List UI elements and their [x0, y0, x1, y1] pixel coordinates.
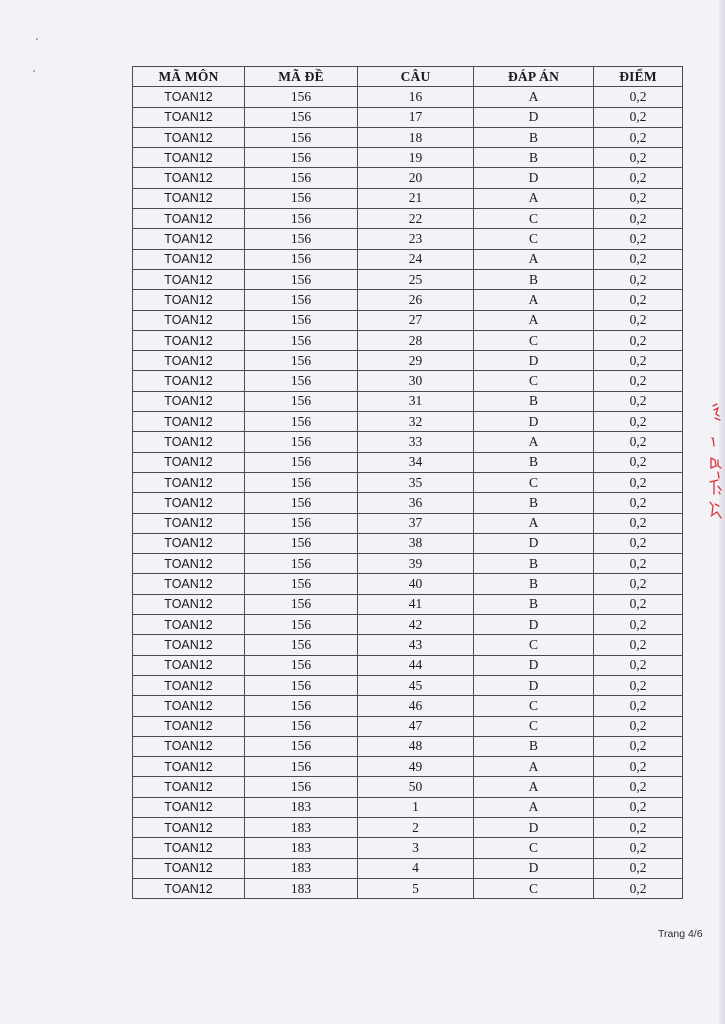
- cell-answer: B: [474, 148, 594, 168]
- cell-subject-code: TOAN12: [133, 797, 245, 817]
- cell-exam-code: 156: [245, 777, 358, 797]
- cell-answer: A: [474, 513, 594, 533]
- cell-score: 0,2: [594, 127, 683, 147]
- cell-subject-code: TOAN12: [133, 858, 245, 878]
- cell-subject-code: TOAN12: [133, 351, 245, 371]
- table-row: [133, 878, 683, 898]
- table-row: [133, 412, 683, 432]
- cell-subject-code: TOAN12: [133, 188, 245, 208]
- cell-question-number: 31: [358, 391, 474, 411]
- cell-score: 0,2: [594, 148, 683, 168]
- cell-answer: A: [474, 797, 594, 817]
- cell-question-number: 3: [358, 838, 474, 858]
- cell-subject-code: TOAN12: [133, 452, 245, 472]
- cell-question-number: 20: [358, 168, 474, 188]
- cell-score: 0,2: [594, 817, 683, 837]
- cell-score: 0,2: [594, 432, 683, 452]
- cell-subject-code: TOAN12: [133, 391, 245, 411]
- cell-answer: B: [474, 554, 594, 574]
- table-row: [133, 655, 683, 675]
- cell-score: 0,2: [594, 472, 683, 492]
- cell-question-number: 25: [358, 269, 474, 289]
- table-row: [133, 148, 683, 168]
- table-row: [133, 838, 683, 858]
- cell-score: 0,2: [594, 655, 683, 675]
- table-row: [133, 777, 683, 797]
- cell-answer: C: [474, 330, 594, 350]
- cell-subject-code: TOAN12: [133, 209, 245, 229]
- scan-speck: [36, 38, 38, 40]
- cell-score: 0,2: [594, 168, 683, 188]
- cell-score: 0,2: [594, 838, 683, 858]
- cell-subject-code: TOAN12: [133, 87, 245, 107]
- cell-question-number: 42: [358, 615, 474, 635]
- cell-exam-code: 156: [245, 716, 358, 736]
- cell-question-number: 40: [358, 574, 474, 594]
- header-subject-code: MÃ MÔN: [133, 67, 245, 87]
- cell-question-number: 34: [358, 452, 474, 472]
- cell-subject-code: TOAN12: [133, 229, 245, 249]
- cell-answer: A: [474, 310, 594, 330]
- cell-exam-code: 156: [245, 249, 358, 269]
- cell-score: 0,2: [594, 878, 683, 898]
- cell-score: 0,2: [594, 351, 683, 371]
- cell-exam-code: 156: [245, 554, 358, 574]
- cell-answer: A: [474, 432, 594, 452]
- cell-exam-code: 156: [245, 736, 358, 756]
- cell-answer: B: [474, 452, 594, 472]
- cell-exam-code: 156: [245, 452, 358, 472]
- table-row: [133, 209, 683, 229]
- table-row: [133, 797, 683, 817]
- cell-subject-code: TOAN12: [133, 168, 245, 188]
- cell-subject-code: TOAN12: [133, 513, 245, 533]
- cell-score: 0,2: [594, 513, 683, 533]
- cell-score: 0,2: [594, 229, 683, 249]
- cell-exam-code: 156: [245, 351, 358, 371]
- cell-answer: B: [474, 594, 594, 614]
- cell-exam-code: 156: [245, 533, 358, 553]
- cell-score: 0,2: [594, 696, 683, 716]
- cell-question-number: 50: [358, 777, 474, 797]
- cell-score: 0,2: [594, 615, 683, 635]
- cell-subject-code: TOAN12: [133, 330, 245, 350]
- cell-question-number: 4: [358, 858, 474, 878]
- cell-score: 0,2: [594, 107, 683, 127]
- cell-question-number: 35: [358, 472, 474, 492]
- cell-score: 0,2: [594, 310, 683, 330]
- cell-question-number: 19: [358, 148, 474, 168]
- table-row: [133, 310, 683, 330]
- cell-subject-code: TOAN12: [133, 290, 245, 310]
- cell-subject-code: TOAN12: [133, 817, 245, 837]
- cell-answer: C: [474, 472, 594, 492]
- table-row: [133, 371, 683, 391]
- cell-subject-code: TOAN12: [133, 757, 245, 777]
- cell-score: 0,2: [594, 574, 683, 594]
- cell-subject-code: TOAN12: [133, 716, 245, 736]
- cell-question-number: 47: [358, 716, 474, 736]
- cell-score: 0,2: [594, 716, 683, 736]
- header-score: ĐIỂM: [594, 67, 683, 87]
- cell-question-number: 49: [358, 757, 474, 777]
- cell-answer: D: [474, 615, 594, 635]
- table-row: [133, 675, 683, 695]
- cell-exam-code: 156: [245, 635, 358, 655]
- cell-subject-code: TOAN12: [133, 371, 245, 391]
- cell-answer: C: [474, 838, 594, 858]
- cell-subject-code: TOAN12: [133, 736, 245, 756]
- cell-score: 0,2: [594, 797, 683, 817]
- table-row: [133, 107, 683, 127]
- table-row: [133, 615, 683, 635]
- cell-score: 0,2: [594, 452, 683, 472]
- table-body: [133, 87, 683, 899]
- cell-answer: B: [474, 736, 594, 756]
- cell-answer: D: [474, 107, 594, 127]
- cell-exam-code: 156: [245, 371, 358, 391]
- table-row: [133, 757, 683, 777]
- cell-score: 0,2: [594, 858, 683, 878]
- cell-exam-code: 156: [245, 269, 358, 289]
- cell-subject-code: TOAN12: [133, 675, 245, 695]
- table-row: [133, 87, 683, 107]
- cell-question-number: 45: [358, 675, 474, 695]
- cell-answer: C: [474, 209, 594, 229]
- cell-answer: A: [474, 777, 594, 797]
- cell-exam-code: 156: [245, 513, 358, 533]
- cell-question-number: 18: [358, 127, 474, 147]
- cell-subject-code: TOAN12: [133, 615, 245, 635]
- cell-score: 0,2: [594, 371, 683, 391]
- cell-question-number: 21: [358, 188, 474, 208]
- cell-answer: D: [474, 168, 594, 188]
- cell-question-number: 28: [358, 330, 474, 350]
- cell-answer: D: [474, 675, 594, 695]
- stamp-marks: [710, 404, 721, 518]
- table-row: [133, 127, 683, 147]
- cell-subject-code: TOAN12: [133, 838, 245, 858]
- cell-exam-code: 156: [245, 87, 358, 107]
- cell-score: 0,2: [594, 777, 683, 797]
- cell-exam-code: 156: [245, 574, 358, 594]
- cell-answer: C: [474, 635, 594, 655]
- cell-exam-code: 156: [245, 675, 358, 695]
- cell-exam-code: 183: [245, 838, 358, 858]
- cell-subject-code: TOAN12: [133, 777, 245, 797]
- table-row: [133, 330, 683, 350]
- table-row: [133, 351, 683, 371]
- cell-exam-code: 156: [245, 472, 358, 492]
- cell-subject-code: TOAN12: [133, 533, 245, 553]
- cell-exam-code: 156: [245, 188, 358, 208]
- header-question: CÂU: [358, 67, 474, 87]
- cell-answer: D: [474, 533, 594, 553]
- table-row: [133, 696, 683, 716]
- table-row: [133, 635, 683, 655]
- cell-subject-code: TOAN12: [133, 249, 245, 269]
- cell-subject-code: TOAN12: [133, 594, 245, 614]
- cell-score: 0,2: [594, 290, 683, 310]
- cell-question-number: 39: [358, 554, 474, 574]
- cell-score: 0,2: [594, 269, 683, 289]
- cell-subject-code: TOAN12: [133, 655, 245, 675]
- cell-answer: B: [474, 391, 594, 411]
- cell-question-number: 38: [358, 533, 474, 553]
- cell-subject-code: TOAN12: [133, 432, 245, 452]
- cell-question-number: 17: [358, 107, 474, 127]
- table-row: [133, 472, 683, 492]
- table-row: [133, 716, 683, 736]
- cell-score: 0,2: [594, 391, 683, 411]
- cell-subject-code: TOAN12: [133, 554, 245, 574]
- cell-question-number: 16: [358, 87, 474, 107]
- cell-answer: C: [474, 878, 594, 898]
- cell-question-number: 32: [358, 412, 474, 432]
- cell-score: 0,2: [594, 493, 683, 513]
- cell-question-number: 41: [358, 594, 474, 614]
- cell-answer: D: [474, 858, 594, 878]
- cell-question-number: 29: [358, 351, 474, 371]
- cell-subject-code: TOAN12: [133, 696, 245, 716]
- cell-score: 0,2: [594, 412, 683, 432]
- cell-question-number: 44: [358, 655, 474, 675]
- table-row: [133, 858, 683, 878]
- table-row: [133, 574, 683, 594]
- cell-answer: A: [474, 249, 594, 269]
- cell-subject-code: TOAN12: [133, 269, 245, 289]
- cell-subject-code: TOAN12: [133, 412, 245, 432]
- cell-exam-code: 156: [245, 615, 358, 635]
- cell-score: 0,2: [594, 757, 683, 777]
- cell-answer: C: [474, 696, 594, 716]
- cell-exam-code: 156: [245, 757, 358, 777]
- answer-key-table: [132, 66, 683, 899]
- header-exam-code: MÃ ĐỀ: [245, 67, 358, 87]
- cell-question-number: 5: [358, 878, 474, 898]
- cell-exam-code: 156: [245, 168, 358, 188]
- cell-answer: D: [474, 412, 594, 432]
- cell-question-number: 46: [358, 696, 474, 716]
- table-row: [133, 432, 683, 452]
- cell-subject-code: TOAN12: [133, 878, 245, 898]
- cell-answer: B: [474, 269, 594, 289]
- table-row: [133, 391, 683, 411]
- cell-exam-code: 156: [245, 696, 358, 716]
- cell-answer: D: [474, 351, 594, 371]
- cell-exam-code: 156: [245, 127, 358, 147]
- cell-score: 0,2: [594, 533, 683, 553]
- cell-subject-code: TOAN12: [133, 310, 245, 330]
- cell-exam-code: 156: [245, 209, 358, 229]
- cell-question-number: 24: [358, 249, 474, 269]
- cell-answer: D: [474, 655, 594, 675]
- cell-subject-code: TOAN12: [133, 127, 245, 147]
- cell-score: 0,2: [594, 554, 683, 574]
- cell-score: 0,2: [594, 188, 683, 208]
- cell-answer: A: [474, 757, 594, 777]
- cell-exam-code: 183: [245, 817, 358, 837]
- table-row: [133, 168, 683, 188]
- table-row: [133, 554, 683, 574]
- cell-answer: C: [474, 371, 594, 391]
- scan-speck: [33, 70, 35, 72]
- cell-question-number: 26: [358, 290, 474, 310]
- cell-score: 0,2: [594, 209, 683, 229]
- cell-exam-code: 156: [245, 655, 358, 675]
- table-row: [133, 817, 683, 837]
- cell-score: 0,2: [594, 675, 683, 695]
- cell-question-number: 30: [358, 371, 474, 391]
- table-row: [133, 249, 683, 269]
- cell-score: 0,2: [594, 635, 683, 655]
- cell-answer: A: [474, 188, 594, 208]
- cell-answer: C: [474, 716, 594, 736]
- cell-question-number: 37: [358, 513, 474, 533]
- cell-exam-code: 156: [245, 229, 358, 249]
- cell-exam-code: 156: [245, 412, 358, 432]
- cell-exam-code: 183: [245, 858, 358, 878]
- cell-score: 0,2: [594, 249, 683, 269]
- cell-score: 0,2: [594, 594, 683, 614]
- cell-answer: A: [474, 290, 594, 310]
- cell-exam-code: 156: [245, 432, 358, 452]
- table-row: [133, 736, 683, 756]
- cell-score: 0,2: [594, 330, 683, 350]
- table-row: [133, 513, 683, 533]
- cell-question-number: 36: [358, 493, 474, 513]
- cell-score: 0,2: [594, 87, 683, 107]
- table-row: [133, 493, 683, 513]
- table-row: [133, 594, 683, 614]
- table-row: [133, 290, 683, 310]
- cell-question-number: 2: [358, 817, 474, 837]
- cell-subject-code: TOAN12: [133, 472, 245, 492]
- table-header-row: [133, 67, 683, 87]
- cell-question-number: 27: [358, 310, 474, 330]
- cell-question-number: 33: [358, 432, 474, 452]
- cell-answer: B: [474, 127, 594, 147]
- table-row: [133, 229, 683, 249]
- cell-subject-code: TOAN12: [133, 107, 245, 127]
- cell-exam-code: 156: [245, 330, 358, 350]
- cell-exam-code: 156: [245, 594, 358, 614]
- cell-subject-code: TOAN12: [133, 148, 245, 168]
- red-stamp-fragment: [701, 402, 723, 522]
- header-answer: ĐÁP ÁN: [474, 67, 594, 87]
- cell-exam-code: 156: [245, 290, 358, 310]
- cell-subject-code: TOAN12: [133, 493, 245, 513]
- cell-answer: D: [474, 817, 594, 837]
- cell-answer: C: [474, 229, 594, 249]
- cell-question-number: 23: [358, 229, 474, 249]
- cell-exam-code: 156: [245, 310, 358, 330]
- cell-answer: B: [474, 574, 594, 594]
- cell-exam-code: 156: [245, 391, 358, 411]
- table-row: [133, 188, 683, 208]
- table-row: [133, 533, 683, 553]
- cell-exam-code: 183: [245, 878, 358, 898]
- cell-question-number: 43: [358, 635, 474, 655]
- cell-subject-code: TOAN12: [133, 574, 245, 594]
- cell-exam-code: 156: [245, 148, 358, 168]
- cell-question-number: 22: [358, 209, 474, 229]
- cell-exam-code: 156: [245, 493, 358, 513]
- cell-answer: B: [474, 493, 594, 513]
- cell-answer: A: [474, 87, 594, 107]
- cell-exam-code: 183: [245, 797, 358, 817]
- cell-score: 0,2: [594, 736, 683, 756]
- table-row: [133, 452, 683, 472]
- cell-question-number: 48: [358, 736, 474, 756]
- page-number: Trang 4/6: [658, 928, 703, 940]
- cell-question-number: 1: [358, 797, 474, 817]
- cell-exam-code: 156: [245, 107, 358, 127]
- table-row: [133, 269, 683, 289]
- cell-subject-code: TOAN12: [133, 635, 245, 655]
